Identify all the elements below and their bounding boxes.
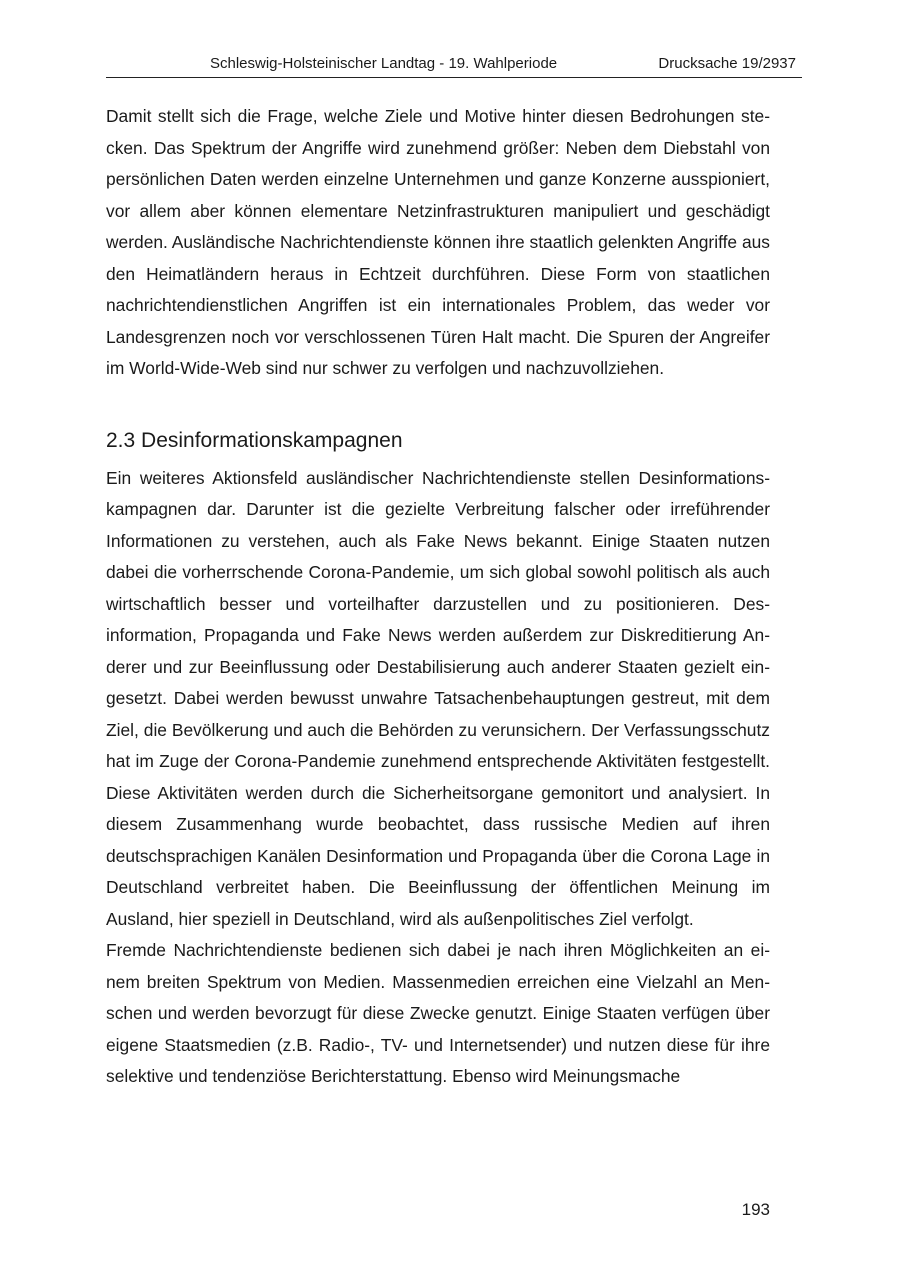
page-header xyxy=(106,50,802,78)
page-body xyxy=(106,101,770,1093)
header-doc-number: Drucksache 19/2937 xyxy=(658,55,796,72)
paragraph-cyber-threats: Damit stellt sich die Frage, welche Ziele und Motive hinter diesen Bedrohungen stecken. Das Spektrum der Angriffe wird zunehmend größer: Neben dem Diebstahl von persönlichen Daten werden einzelne Unternehmen und ganze Konzerne ausspioniert, vor allem aber können elementare Netzinfrastrukturen manipuliert und geschädigt werden. Ausländische Nachrichtendienste können ihre staatlich gelenkten Angriffe aus den Heimatländern heraus in Echtzeit durchführen. Diese Form von staatlichen nachrichtendienstlichen Angriffen ist ein internationales Problem, das weder vor Landesgrenzen noch vor verschlossenen Türen Halt macht. Die Spuren der Angreifer im World-Wide-Web sind nur schwer zu verfolgen und nachzuvollziehen. xyxy=(106,106,770,378)
page-number: 193 xyxy=(741,1200,770,1219)
paragraph-media: Fremde Nachrichtendienste bedienen sich dabei je nach ihren Möglichkeiten an einem breiten Spektrum von Medien. Massenmedien erreichen eine Vielzahl an Menschen und werden bevorzugt für diese Zwecke genutzt. Einige Staaten verfügen über eigene Staatsmedien (z.B. Radio-, TV- und Internetsender) und nutzen diese für ihre selektive und tendenziöse Berichterstattung. Ebenso wird Meinungsmache xyxy=(106,940,770,1086)
paragraph-disinformation: Ein weiteres Aktionsfeld ausländischer Nachrichtendienste stellen Desinformationskampagnen dar. Darunter ist die gezielte Verbreitung falscher oder irreführender Informationen zu verstehen, auch als Fake News bekannt. Einige Staaten nutzen dabei die vorherrschende Corona-Pandemie, um sich global sowohl politisch als auch wirtschaftlich besser und vorteilhafter darzustellen und zu positionieren. Desinformation, Propaganda und Fake News werden außerdem zur Diskreditierung Anderer und zur Beeinflussung oder Destabilisierung auch anderer Staaten gezielt eingesetzt. Dabei werden bewusst unwahre Tatsachenbehauptungen gestreut, mit dem Ziel, die Bevölkerung und auch die Behörden zu verunsichern. Der Verfassungsschutz hat im Zuge der Corona-Pandemie zunehmend entsprechende Aktivitäten festgestellt. Diese Aktivitäten werden durch die Sicherheitsorgane gemonitort und analysiert. In diesem Zusammenhang wurde beobachtet, dass russische Medien auf ihren deutschsprachigen Kanälen Desinformation und Propaganda über die Corona Lage in Deutschland verbreitet haben. Die Beeinflussung der öffentlichen Meinung im Ausland, hier speziell in Deutschland, wird als außenpolitisches Ziel verfolgt. xyxy=(106,467,770,929)
header-title: Schleswig-Holsteinischer Landtag - 19. Wahlperiode xyxy=(210,55,558,72)
section-heading: 2.3 Desinformationskampagnen xyxy=(106,428,403,452)
